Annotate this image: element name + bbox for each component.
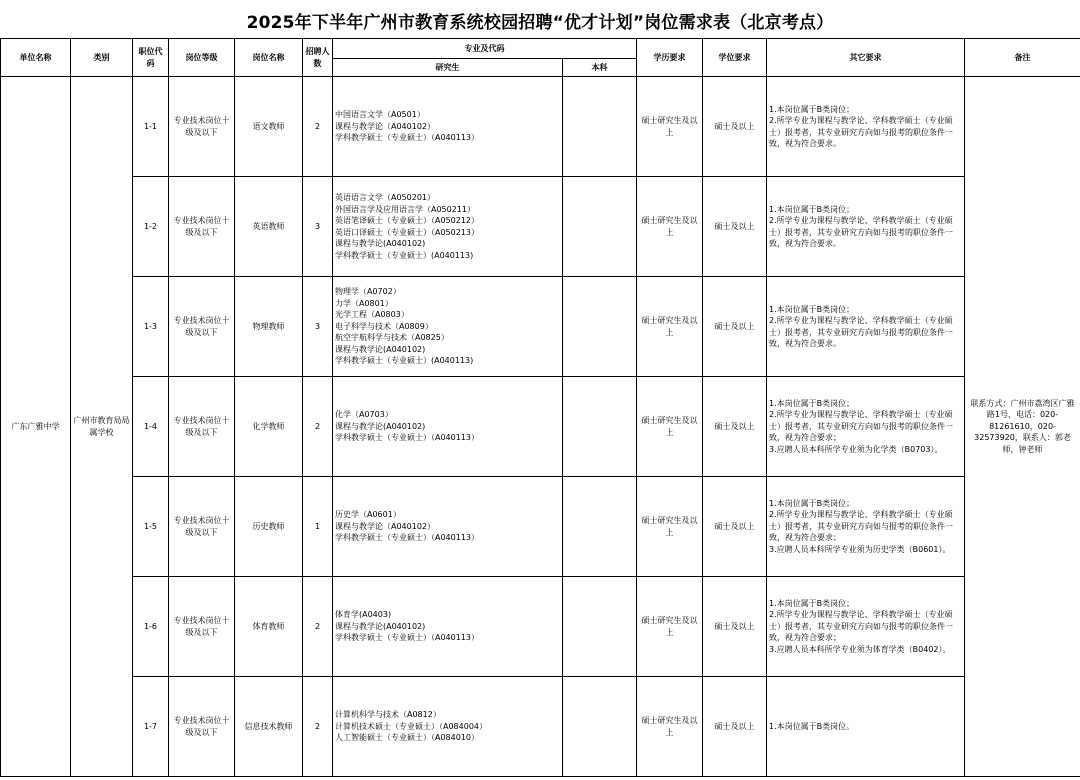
requirement-item: 2.所学专业为课程与教学论、学科教学硕士（专业硕士）报考者，其专业研究方向如与报考的职位条件一致，视为符合要求； (769, 510, 953, 543)
education-req-cell: 硕士研究生及以上 (637, 177, 703, 277)
table-row (1, 377, 1080, 477)
education-req-cell: 硕士研究生及以上 (637, 577, 703, 677)
education-req-cell: 硕士研究生及以上 (637, 477, 703, 577)
education-req-cell: 硕士研究生及以上 (637, 677, 703, 777)
major-item: 电子科学与技术（A0809） (335, 321, 433, 331)
graduate-major-cell (333, 677, 563, 777)
undergrad-major-cell (563, 577, 637, 677)
major-item: 学科教学硕士（专业硕士）（A040113） (335, 633, 480, 643)
requirement-item: 2.所学专业为课程与教学论、学科教学硕士（专业硕士）报考者，其专业研究方向如与报考的职位条件一致，视为符合要求。 (769, 216, 953, 248)
graduate-major-cell (333, 77, 563, 177)
major-item: 课程与教学论(A040102) (335, 344, 426, 354)
position-code-cell: 1-6 (133, 577, 169, 677)
major-item: 中国语言文学（A0501） (335, 110, 425, 120)
undergrad-major-cell (563, 77, 637, 177)
position-level-cell: 专业技术岗位十级及以下 (169, 677, 235, 777)
headcount-cell: 1 (303, 477, 333, 577)
major-item: 物理学（A0702） (335, 287, 401, 297)
position-name-cell: 语文教师 (235, 77, 303, 177)
headcount-cell: 2 (303, 577, 333, 677)
major-item: 学科教学硕士（专业硕士）(A040113) (335, 356, 474, 366)
undergrad-major-cell (563, 177, 637, 277)
other-req-cell (767, 577, 965, 677)
col-header-category: 类别 (71, 39, 133, 77)
graduate-major-cell (333, 377, 563, 477)
degree-req-cell: 硕士及以上 (703, 77, 767, 177)
col-header-code: 职位代码 (133, 39, 169, 77)
graduate-major-cell (333, 177, 563, 277)
col-header-major: 专业及代码 (333, 39, 637, 59)
degree-req-cell: 硕士及以上 (703, 377, 767, 477)
position-level-cell: 专业技术岗位十级及以下 (169, 577, 235, 677)
position-code-cell: 1-2 (133, 177, 169, 277)
position-level-cell: 专业技术岗位十级及以下 (169, 77, 235, 177)
col-header-count: 招聘人数 (303, 39, 333, 77)
position-code-cell: 1-4 (133, 377, 169, 477)
header-row (1, 39, 1080, 59)
headcount-cell: 3 (303, 177, 333, 277)
requirement-item: 1.本岗位属于B类岗位； (769, 204, 855, 214)
headcount-cell: 3 (303, 277, 333, 377)
major-item: 英语语言文学（A050201） (335, 193, 436, 202)
col-header-undergrad: 本科 (563, 59, 637, 77)
position-name-cell: 物理教师 (235, 277, 303, 377)
col-header-grad: 研究生 (333, 59, 563, 77)
table-row (1, 177, 1080, 277)
position-name-cell: 体育教师 (235, 577, 303, 677)
requirement-item: 1.本岗位属于B类岗位； (769, 304, 855, 314)
requirement-item: 1.本岗位属于B类岗位； (769, 498, 855, 508)
major-item: 课程与教学论（A040102） (335, 521, 436, 531)
requirement-item: 2.所学专业为课程与教学论、学科教学硕士（专业硕士）报考者，其专业研究方向如与报考的职位条件一致，视为符合要求； (769, 410, 953, 443)
col-header-level: 岗位等级 (169, 39, 235, 77)
col-header-position: 岗位名称 (235, 39, 303, 77)
position-name-cell: 历史教师 (235, 477, 303, 577)
other-req-cell (767, 677, 965, 777)
requirement-item: 1.本岗位属于B类岗位； (769, 598, 855, 608)
other-req-cell (767, 477, 965, 577)
graduate-major-cell (333, 577, 563, 677)
undergrad-major-cell (563, 477, 637, 577)
major-item: 课程与教学论(A040102) (335, 621, 426, 631)
degree-req-cell: 硕士及以上 (703, 277, 767, 377)
table-row (1, 577, 1080, 677)
education-req-cell: 硕士研究生及以上 (637, 77, 703, 177)
major-item: 力学（A0801） (335, 298, 393, 308)
position-level-cell: 专业技术岗位十级及以下 (169, 477, 235, 577)
requirement-item: 2.所学专业为课程与教学论、学科教学硕士（专业硕士）报考者，其专业研究方向如与报考的职位条件一致，视为符合要求； (769, 610, 953, 643)
position-code-cell: 1-5 (133, 477, 169, 577)
position-name-cell: 化学教师 (235, 377, 303, 477)
col-header-other: 其它要求 (767, 39, 965, 77)
table-row (1, 677, 1080, 777)
degree-req-cell: 硕士及以上 (703, 177, 767, 277)
position-code-cell: 1-7 (133, 677, 169, 777)
education-req-cell: 硕士研究生及以上 (637, 277, 703, 377)
major-item: 人工智能硕士（专业硕士）（A084010） (335, 733, 480, 743)
position-code-cell: 1-3 (133, 277, 169, 377)
requirement-item: 2.所学专业为课程与教学论、学科教学硕士（专业硕士）报考者，其专业研究方向如与报考的职位条件一致，视为符合要求。 (769, 116, 953, 148)
remark-cell: 联系方式：广州市荔湾区广雅路1号，电话：020-81261610，020-32573920，联系人：郭老师，钟老师 (965, 77, 1080, 777)
undergrad-major-cell (563, 677, 637, 777)
major-item: 学科教学硕士（专业硕士）（A040113） (335, 433, 480, 443)
position-level-cell: 专业技术岗位十级及以下 (169, 377, 235, 477)
major-item: 计算机科学与技术（A0812） (335, 710, 441, 720)
col-header-degree: 学位要求 (703, 39, 767, 77)
graduate-major-cell (333, 477, 563, 577)
other-req-cell (767, 177, 965, 277)
headcount-cell: 2 (303, 77, 333, 177)
position-table (0, 38, 1080, 777)
major-item: 体育学(A0403) (335, 610, 392, 620)
position-code-cell: 1-1 (133, 77, 169, 177)
category-cell: 广州市教育局局属学校 (71, 77, 133, 777)
requirement-item: 3.应聘人员本科所学专业须为历史学类（B0601）。 (769, 544, 951, 554)
major-item: 航空宇航科学与技术（A0825） (335, 333, 449, 343)
major-item: 计算机技术硕士（专业硕士）（A084004） (335, 721, 488, 731)
col-header-education: 学历要求 (637, 39, 703, 77)
graduate-major-cell (333, 277, 563, 377)
major-item: 英语笔译硕士（专业硕士）（A050212） (335, 216, 480, 225)
undergrad-major-cell (563, 377, 637, 477)
major-item: 学科教学硕士（专业硕士）（A040113） (335, 133, 480, 143)
education-req-cell: 硕士研究生及以上 (637, 377, 703, 477)
unit-name-cell: 广东广雅中学 (1, 77, 71, 777)
major-item: 历史学（A0601） (335, 510, 401, 520)
degree-req-cell: 硕士及以上 (703, 477, 767, 577)
degree-req-cell: 硕士及以上 (703, 577, 767, 677)
major-item: 化学（A0703） (335, 410, 393, 420)
position-level-cell: 专业技术岗位十级及以下 (169, 177, 235, 277)
requirement-item: 1.本岗位属于B类岗位； (769, 104, 855, 114)
major-item: 外国语言学及应用语言学（A050211） (335, 204, 476, 214)
table-row (1, 277, 1080, 377)
major-item: 课程与教学论（A040102） (335, 121, 436, 131)
col-header-remark: 备注 (965, 39, 1080, 77)
headcount-cell: 2 (303, 377, 333, 477)
major-item: 课程与教学论(A040102) (335, 239, 426, 248)
major-item: 学科教学硕士（专业硕士）（A040113） (335, 533, 480, 543)
document-title: 2025年下半年广州市教育系统校园招聘“优才计划”岗位需求表（北京考点） (246, 13, 834, 33)
requirement-item: 2.所学专业为课程与教学论、学科教学硕士（专业硕士）报考者，其专业研究方向如与报考的职位条件一致，视为符合要求。 (769, 316, 953, 348)
other-req-cell (767, 277, 965, 377)
other-req-cell (767, 77, 965, 177)
requirement-item: 3.应聘人员本科所学专业须为体育学类（B0402）。 (769, 644, 951, 654)
table-row (1, 77, 1080, 177)
position-name-cell: 信息技术教师 (235, 677, 303, 777)
table-row (1, 477, 1080, 577)
requirement-item: 1.本岗位属于B类岗位。 (769, 721, 855, 731)
other-req-cell (767, 377, 965, 477)
position-name-cell: 英语教师 (235, 177, 303, 277)
major-item: 课程与教学论(A040102) (335, 421, 426, 431)
major-item: 英语口译硕士（专业硕士）（A050213） (335, 227, 480, 237)
requirement-item: 1.本岗位属于B类岗位； (769, 398, 855, 408)
requirement-item: 3.应聘人员本科所学专业须为化学类（B0703）。 (769, 444, 943, 454)
major-item: 学科教学硕士（专业硕士）(A040113) (335, 250, 474, 260)
degree-req-cell: 硕士及以上 (703, 677, 767, 777)
undergrad-major-cell (563, 277, 637, 377)
major-item: 光学工程（A0803） (335, 310, 409, 320)
col-header-unit: 单位名称 (1, 39, 71, 77)
position-level-cell: 专业技术岗位十级及以下 (169, 277, 235, 377)
headcount-cell: 2 (303, 677, 333, 777)
